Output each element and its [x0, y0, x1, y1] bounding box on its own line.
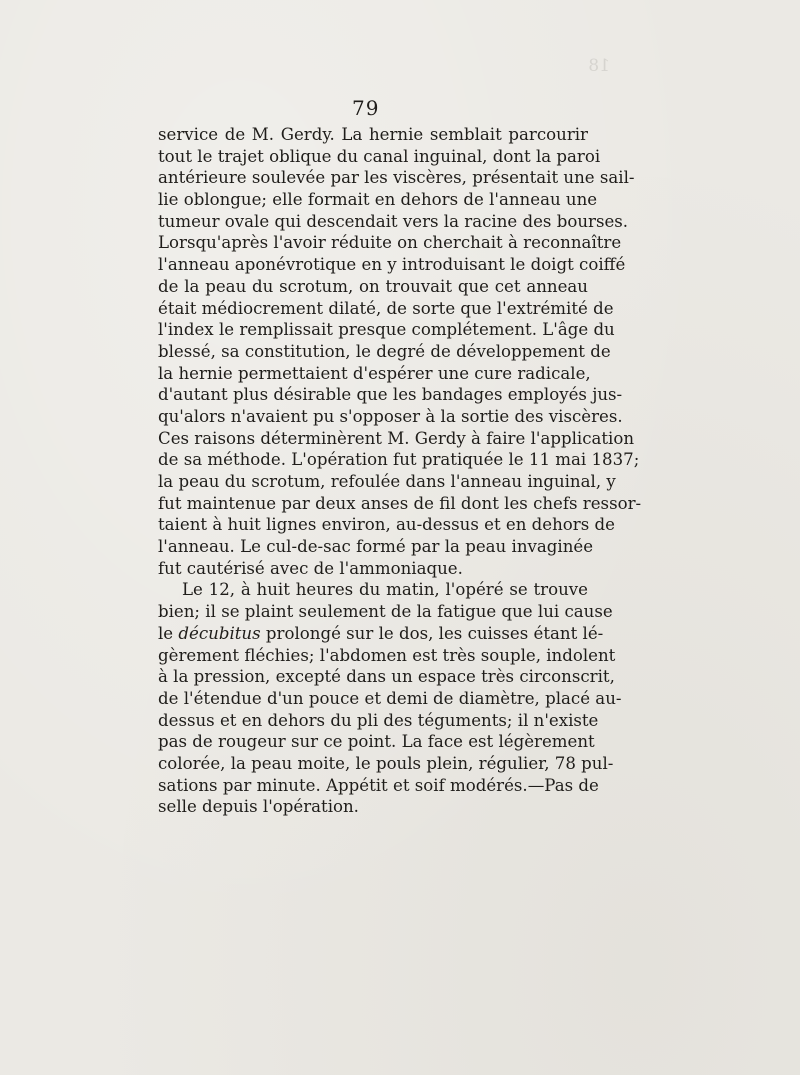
text-line: l'index le remplissait presque complétement. L'âge du — [158, 320, 615, 340]
italic-term: décubitus — [178, 623, 261, 643]
text-line: Ces raisons déterminèrent M. Gerdy à faire l'application — [158, 428, 635, 448]
text-line: service de M. Gerdy. La hernie semblait parcourir — [158, 125, 588, 144]
text-line: Le 12, à huit heures du matin, l'opéré se trouve — [182, 580, 588, 600]
text-line: qu'alors n'avaient pu s'opposer à la sortie des viscères. — [158, 406, 623, 426]
text-line: était médiocrement dilaté, de sorte que l'extrémité de — [158, 298, 614, 318]
text-line: de l'étendue d'un pouce et demi de diamètre, placé au- — [158, 688, 622, 708]
text-line: de la peau du scrotum, on trouvait que cet anneau — [158, 276, 588, 296]
text-line: tout le trajet oblique du canal inguinal, dont la paroi — [158, 146, 601, 166]
text-line: antérieure soulevée par les viscères, présentait une sail- — [158, 168, 635, 188]
text-line: de sa méthode. L'opération fut pratiquée le 11 mai 1837; — [158, 450, 640, 470]
text-line: Lorsqu'après l'avoir réduite on cherchait à reconnaître — [158, 233, 622, 253]
text-line: fut maintenue par deux anses de fil dont les chefs ressor- — [158, 493, 642, 513]
text-line: gèrement fléchies; l'abdomen est très souple, indolent — [158, 645, 616, 665]
body-text — [158, 124, 642, 818]
text-line: lie oblongue; elle formait en dehors de l'anneau une — [158, 190, 598, 210]
text-line: bien; il se plaint seulement de la fatigue que lui cause — [158, 602, 613, 622]
page-number: 79 — [352, 96, 380, 120]
text-line: sations par minute. Appétit et soif modérés.—Pas de — [158, 775, 599, 795]
paragraph-1 — [158, 124, 642, 579]
text-line: colorée, la peau moite, le pouls plein, régulier, 78 pul- — [158, 753, 614, 773]
text-line: tumeur ovale qui descendait vers la racine des bourses. — [158, 211, 629, 231]
text-line: blessé, sa constitution, le degré de développement de — [158, 341, 611, 361]
text-line: pas de rougeur sur ce point. La face est légèrement — [158, 732, 595, 752]
text-line: d'autant plus désirable que les bandages employés jus- — [158, 385, 623, 405]
text-line: dessus et en dehors du pli des téguments; il n'existe — [158, 710, 599, 730]
text-line: selle depuis l'opération. — [158, 797, 359, 817]
bleed-through-text: 18 — [588, 56, 610, 76]
text-line: l'anneau. Le cul-de-sac formé par la peau invaginée — [158, 537, 594, 557]
text-fragment: prolongé sur le dos, les cuisses étant lé- — [260, 623, 604, 643]
text-fragment: le — [158, 623, 179, 643]
paragraph-2 — [158, 579, 622, 818]
text-line-with-italic — [158, 623, 604, 645]
text-line: à la pression, excepté dans un espace très circonscrit, — [158, 667, 615, 687]
text-line: l'anneau aponévrotique en y introduisant le doigt coiffé — [158, 255, 626, 275]
text-line: taient à huit lignes environ, au-dessus et en dehors de — [158, 515, 615, 535]
text-line: fut cautérisé avec de l'ammoniaque. — [158, 558, 463, 578]
text-line: la peau du scrotum, refoulée dans l'anneau inguinal, y — [158, 472, 616, 491]
text-line: la hernie permettaient d'espérer une cure radicale, — [158, 363, 591, 383]
